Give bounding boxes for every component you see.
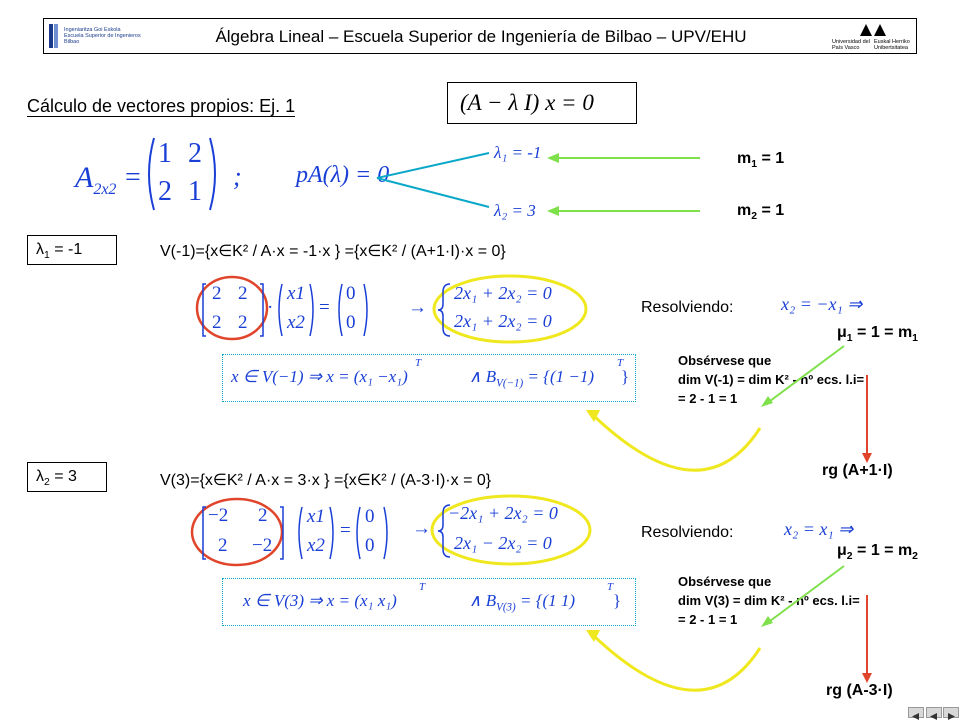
transpose-mark: T (617, 357, 624, 369)
green-arrows-icon (545, 145, 705, 225)
matrix-A-cell: 2 (188, 138, 202, 169)
eigenvalue-1: λ₁ = -1 (494, 143, 542, 162)
vector-cell: x2 (307, 535, 325, 556)
matrix-A-cell: 1 (188, 176, 202, 207)
case2-lambda-box: $\lambda_2 = 3$ (27, 462, 107, 492)
next-slide-button[interactable] (943, 707, 959, 718)
yellow-arc-arrow-icon (582, 618, 802, 700)
resolviendo-label: Resolviendo: (641, 524, 734, 541)
vector-form: x ∈ V(−1) ⇒ x = (x₁ −x₁) (231, 367, 408, 386)
matrix-cell: −2 (208, 505, 229, 526)
matrix-A (142, 134, 222, 214)
system-equation: 2x₁ + 2x₂ = 0 (454, 283, 552, 303)
matrix-cell: 2 (212, 283, 222, 304)
basis-label: ∧ $B_{V(3)} = \{(1$ 1) (469, 591, 576, 614)
closing-brace: } (613, 591, 622, 610)
matrix-cell: 2 (258, 505, 268, 526)
red-down-arrow-icon (860, 375, 874, 465)
implies-arrow: → (408, 297, 427, 318)
eigen-equation: (A − λ I) x = 0 (460, 90, 594, 115)
closing-brace: } (621, 367, 630, 386)
vector-form: x ∈ V(3) ⇒ x = (x₁ x₁) (243, 591, 397, 610)
vector-cell: x1 (287, 283, 305, 304)
page-title: Álgebra Lineal – Escuela Superior de Ingeniería de Bilbao – UPV/EHU (215, 27, 747, 46)
brace-icon (436, 282, 456, 338)
matrix-A-cell: 2 (158, 176, 172, 207)
solution-1: x₂ = −x₁ ⇒ (781, 294, 863, 314)
transpose-mark: T (415, 357, 422, 369)
matrix-cell: −2 (252, 535, 273, 556)
matrix-cell: 2 (218, 535, 228, 556)
matrix-cell: 2 (238, 312, 248, 333)
implies-arrow: → (412, 518, 431, 539)
eigenspace-definition-1: V(-1)={x∈K² / A·x = -1·x } ={x∈K² / (A+1·I)·x = 0} (160, 243, 506, 260)
algebraic-multiplicity-2: $m_2 = 1$ (737, 202, 785, 223)
matrix-system-2 (200, 503, 410, 563)
algebraic-multiplicity-1: $m_1 = 1$ (737, 150, 785, 171)
solution-2: x₂ = x₁ ⇒ (784, 519, 854, 539)
vector-cell: x1 (307, 506, 325, 527)
logo-line: Escuela Superior de Ingenieros (64, 33, 141, 39)
zero-cell: 0 (346, 312, 356, 333)
geometric-multiplicity-1: $\mu_1 = 1 = m_1$ (837, 324, 918, 345)
observation-note-1: Obsérvese que dim V(-1) = dim K² - nº ecs. l.i= = 2 - 1 = 1 (678, 353, 865, 406)
logo-line: Bilbao (64, 39, 80, 45)
branch-arrows-icon (375, 145, 495, 215)
red-down-arrow-icon (860, 595, 874, 685)
university-emblem-icon (858, 22, 888, 38)
logo-line: Euskal Herriko Unibertsitatea (874, 39, 910, 51)
university-logo (830, 22, 916, 50)
vector-cell: x2 (287, 312, 305, 333)
logo-line: Ingeniaritza Goi Eskola (64, 27, 121, 33)
rank-label-1: rg (A+1·I) (822, 462, 893, 479)
system-equation: −2x₁ + 2x₂ = 0 (448, 503, 558, 523)
basis-label: ∧ $B_{V(-1)} = \{(1 -1)$ (469, 367, 594, 390)
eigen-equation-box (447, 82, 637, 124)
equals-sign: = (125, 162, 141, 193)
eigenvalue-2: λ₂ = 3 (494, 201, 536, 220)
equals-sign: = (319, 297, 330, 318)
eigenspace-definition-2: V(3)={x∈K² / A·x = 3·x } ={x∈K² / (A-3·I)·x = 0} (160, 472, 492, 489)
characteristic-polynomial: pA(λ) = 0 (296, 162, 390, 188)
section-title: Cálculo de vectores propios: Ej. 1 (27, 96, 296, 116)
case1-lambda-box: $\lambda_1 = -1$ (27, 235, 117, 265)
system-equation: 2x₁ + 2x₂ = 0 (454, 311, 552, 331)
eigenvector-box-2 (222, 578, 636, 626)
transpose-mark: T (607, 581, 614, 593)
equals-sign: = (340, 520, 351, 541)
zero-cell: 0 (365, 535, 375, 556)
home-slide-button[interactable] (926, 707, 942, 718)
matrix-A-label: $A_{2x2}$ (75, 161, 117, 198)
resolviendo-label: Resolviendo: (641, 299, 734, 316)
matrix-A-cell: 1 (158, 138, 172, 169)
zero-cell: 0 (346, 283, 356, 304)
observation-note-2: Obsérvese que dim V(3) = dim K² - nº ecs. l.i= = 2 - 1 = 1 (678, 574, 860, 627)
zero-cell: 0 (365, 506, 375, 527)
system-equation: 2x₁ − 2x₂ = 0 (454, 533, 552, 553)
transpose-mark: T (419, 581, 426, 593)
yellow-arc-arrow-icon (582, 398, 802, 480)
geometric-multiplicity-2: $\mu_2 = 1 = m_2$ (837, 542, 918, 563)
prev-slide-button[interactable] (908, 707, 924, 718)
eigenvector-box-1 (222, 354, 636, 402)
slide-header (43, 18, 917, 54)
matrix-cell: 2 (212, 312, 222, 333)
semicolon: ; (233, 162, 242, 191)
rank-label-2: rg (A-3·I) (826, 682, 893, 699)
logo-line: Universidad del País Vasco (832, 39, 870, 51)
dot-operator: · (267, 297, 274, 318)
matrix-cell: 2 (238, 283, 248, 304)
